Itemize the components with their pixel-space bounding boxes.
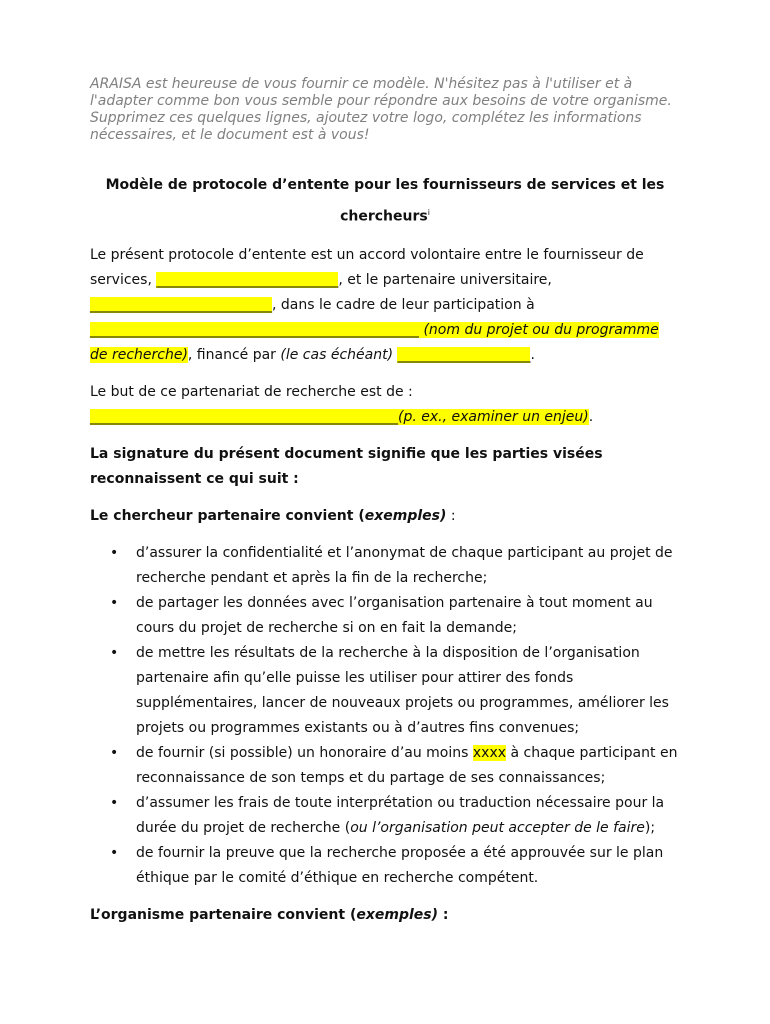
list-item	[90, 591, 680, 641]
purpose-paragraph	[90, 380, 680, 430]
bullet-icon: •	[110, 644, 119, 661]
list-item	[90, 841, 680, 891]
signature-heading: La signature du présent document signifie que les parties visées reconnaissent ce qui suit :	[90, 445, 603, 487]
title-footnote-marker: i	[427, 208, 430, 217]
purpose-blank: ____________________________________________(p. ex., examiner un enjeu)	[90, 408, 589, 425]
bullet-icon: •	[110, 794, 119, 811]
service-provider-blank: __________________________	[156, 271, 339, 288]
bullet-icon: •	[110, 744, 119, 761]
list-item-italic-note: ou l’organisation peut accepter de le faire	[350, 819, 645, 836]
partner-heading-text: L’organisme partenaire convient (	[90, 906, 357, 923]
purpose-end: .	[588, 408, 594, 425]
list-item	[90, 541, 680, 591]
parties-text-1: Le présent protocole d’entente est un accord volontaire entre le fournisseur de services,	[90, 246, 644, 288]
intro-note: ARAISA est heureuse de vous fournir ce modèle. N'hésitez pas à l'utiliser et à l'adapter comme bon vous semble pour répondre aux besoins de votre organisme. Supprimez ces quelques lignes, ajoutez votre logo, complétez les informations nécessaires, et le document est à vous!	[90, 76, 672, 143]
researcher-obligations-list	[90, 541, 680, 891]
researcher-heading-examples: exemples)	[364, 507, 447, 524]
honorarium-amount-blank: xxxx	[472, 744, 507, 761]
bullet-icon: •	[110, 844, 119, 861]
list-item	[90, 641, 680, 741]
project-name-blank: _______________________________________________	[90, 321, 419, 338]
list-item-text: de mettre les résultats de la recherche à la disposition de l’organisation partenaire afin qu’elle puisse les utiliser pour attirer des fonds supplémentaires, lancer de nouveaux projets ou programmes, améliorer les projets ou programmes existants ou à d’autres fins convenues;	[136, 644, 669, 736]
funder-blank: ___________________	[397, 346, 531, 363]
researcher-heading	[90, 504, 680, 529]
document-title	[90, 172, 680, 231]
parties-text-2: , et le partenaire universitaire,	[338, 271, 552, 288]
parties-text-3: , dans le cadre de leur participation à	[272, 296, 535, 313]
parties-text-6: .	[530, 346, 535, 363]
funding-hint: (le cas échéant)	[280, 346, 394, 363]
list-item-text-end: à chaque participant en reconnaissance de son temps et du partage de ses connaissances;	[136, 744, 678, 786]
project-name-hint: (nom du projet ou du programme de recherche)	[90, 321, 659, 363]
university-partner-blank: __________________________	[90, 296, 272, 313]
list-item	[90, 791, 680, 841]
purpose-text: Le but de ce partenariat de recherche est de :	[90, 383, 413, 400]
list-item-text: de partager les données avec l’organisation partenaire à tout moment au cours du projet de recherche si on en fait la demande;	[136, 594, 653, 636]
parties-text-4: , financé par	[187, 346, 281, 363]
partner-heading	[90, 903, 680, 928]
partner-heading-colon: :	[438, 906, 449, 923]
list-item-text: de fournir la preuve que la recherche proposée a été approuvée sur le plan éthique par le comité d’éthique en recherche compétent.	[136, 844, 664, 886]
researcher-heading-text: Le chercheur partenaire convient (	[90, 507, 365, 524]
document-title-text: Modèle de protocole d’entente pour les fournisseurs de services et les chercheurs	[105, 177, 665, 225]
list-item-text-end: );	[644, 819, 656, 836]
list-item-text: d’assurer la confidentialité et l’anonymat de chaque participant au projet de recherche pendant et après la fin de la recherche;	[136, 544, 673, 586]
bullet-icon: •	[110, 544, 119, 561]
bullet-icon: •	[110, 594, 119, 611]
list-item-text: d’assumer les frais de toute interprétation ou traduction nécessaire pour la durée du projet de recherche (	[136, 794, 665, 836]
researcher-heading-colon: :	[446, 507, 456, 524]
list-item-text: de fournir (si possible) un honoraire d’au moins	[136, 744, 473, 761]
parties-paragraph	[90, 243, 680, 368]
partner-heading-examples: exemples)	[356, 906, 439, 923]
list-item	[90, 741, 680, 791]
